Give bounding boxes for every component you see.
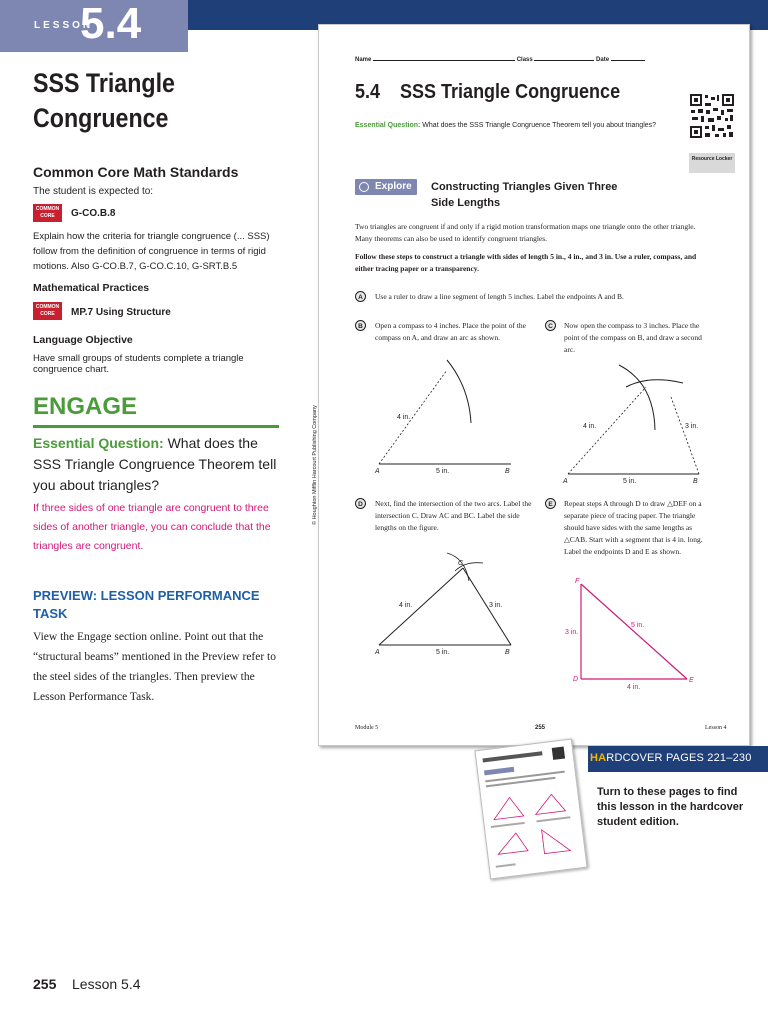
step-b-text: Open a compass to 4 inches. Place the point of the compass on A, and draw an arc as shown.: [375, 321, 527, 342]
label-three: 3 in.: [489, 602, 503, 609]
step-a-marker: A: [355, 291, 366, 302]
label-four: 4 in.: [399, 602, 413, 609]
label-a: A: [375, 468, 380, 475]
label-c: C: [458, 560, 464, 567]
resource-locker-button[interactable]: Resource Locker: [689, 153, 735, 173]
label-a: A: [375, 649, 380, 656]
expected-text: The student is expected to:: [33, 186, 154, 197]
hardcover-prefix: HA: [590, 752, 607, 764]
step-a-text: Use a ruler to draw a line segment of length 5 inches. Label the endpoints A and B.: [375, 292, 624, 301]
date-label: Date: [596, 57, 610, 63]
label-five: 5 in.: [631, 622, 645, 629]
standards-heading: Common Core Math Standards: [33, 164, 239, 180]
page-number: 255: [33, 976, 57, 992]
engage-heading: ENGAGE: [33, 393, 138, 420]
worksheet-lesson: Lesson 4: [705, 725, 727, 731]
label-three: 3 in.: [685, 423, 699, 430]
step-b-marker: B: [355, 320, 366, 331]
standard-description: Explain how the criteria for triangle congruence (... SSS) follow from the definition of congruence in terms of rigid motions. Also G-CO.B.7, G-CO.C.10, G-SRT.B.5: [33, 231, 270, 272]
label-four: 4 in.: [583, 423, 597, 430]
figure-step-c: [562, 365, 699, 485]
label-five: 5 in.: [623, 478, 637, 485]
preview-text: View the Engage section online. Point out that the “structural beams” mentioned in the Preview refer to the steel sides of the triangles. Then preview the Lesson Performance Task.: [33, 631, 277, 703]
explore-badge: Explore: [355, 179, 417, 195]
label-three: 3 in.: [565, 629, 579, 636]
step-d-marker: D: [355, 498, 366, 509]
practices-heading: Mathematical Practices: [33, 282, 150, 294]
hardcover-rest: RDCOVER PAGES 221–230: [606, 752, 752, 764]
explore-title: Constructing Triangles Given Three Side Lengths: [431, 181, 618, 209]
label-b: B: [505, 468, 510, 475]
hardcover-thumbnail: [474, 739, 587, 880]
class-label: Class: [516, 57, 533, 63]
common-core-badge: COMMON CORE: [33, 204, 62, 222]
lesson-number: 5.4: [80, 0, 142, 48]
practice-text: MP.7 Using Structure: [71, 307, 171, 318]
thumbnail-preview-image: [476, 740, 587, 879]
language-objective-heading: Language Objective: [33, 334, 133, 346]
label-e: E: [689, 677, 694, 684]
figure-step-d: [374, 553, 511, 656]
label-b: B: [693, 478, 698, 485]
worksheet-page-number: 255: [535, 725, 546, 731]
explore-intro: Two triangles are congruent if and only if a rigid motion transformation maps one triangle onto the other triangle. Many theorems can also be used to identify congruent triangles.: [355, 222, 696, 243]
label-d: D: [573, 676, 579, 683]
figure-step-e: [565, 578, 694, 691]
hardcover-pages-label: [590, 752, 752, 764]
label-a: A: [563, 478, 568, 485]
label-five: 5 in.: [436, 468, 450, 475]
essential-question: [33, 433, 283, 496]
hardcover-note: Turn to these pages to find this lesson in the hardcover student edition.: [597, 786, 744, 828]
standard-code: G-CO.B.8: [71, 208, 116, 219]
name-label: Name: [355, 57, 372, 63]
essential-question-text: What does the SSS Triangle Congruence Theorem tell you about triangles?: [33, 435, 277, 493]
construction-figures: [319, 25, 749, 745]
lesson-title: SSS Triangle Congruence: [33, 68, 175, 133]
worksheet-eq-label: Essential Question:: [355, 122, 421, 129]
figure-step-b: [374, 360, 511, 475]
preview-heading: PREVIEW: LESSON PERFORMANCE TASK: [33, 588, 260, 621]
step-d-text: Next, find the intersection of the two arcs. Label the intersection C. Draw AC and BC. Label the side lengths on the figure.: [375, 499, 532, 532]
common-core-badge: COMMON CORE: [33, 302, 62, 320]
worksheet-title: 5.4 SSS Triangle Congruence: [355, 81, 621, 103]
label-four: 4 in.: [397, 414, 411, 421]
step-c-marker: C: [545, 320, 556, 331]
step-e-marker: E: [545, 498, 556, 509]
explore-instructions: Follow these steps to construct a triangle with sides of length 5 in., 4 in., and 3 in. Use a ruler, compass, and either tracing paper or a transparency.: [355, 252, 697, 273]
label-b: B: [505, 649, 510, 656]
step-c-text: Now open the compass to 3 inches. Place the point of the compass on B, and draw a second arc.: [564, 321, 702, 354]
label-four: 4 in.: [627, 684, 641, 691]
label-f: F: [575, 578, 580, 585]
essential-question-label: Essential Question:: [33, 435, 164, 451]
essential-question-answer: If three sides of one triangle are congruent to three sides of another triangle, you can conclude that the triangles are congruent.: [33, 502, 271, 552]
label-five: 5 in.: [436, 649, 450, 656]
worksheet-eq-text: What does the SSS Triangle Congruence Theorem tell you about triangles?: [420, 122, 657, 129]
worksheet-page: [312, 24, 750, 746]
worksheet-module: Module 5: [355, 725, 379, 731]
page-lesson-label: Lesson 5.4: [72, 976, 141, 992]
publisher-credit: © Houghton Mifflin Harcourt Publishing Company: [312, 405, 318, 525]
step-e-text: Repeat steps A through D to draw △DEF on a separate piece of tracing paper. The triangle should have sides with the same lengths as △CAB. Start with a segment that is 4 in. long. Label the endpoints D and E as shown.: [564, 499, 703, 556]
language-objective-text: Have small groups of students complete a triangle congruence chart.: [33, 353, 244, 375]
engage-divider: [33, 425, 279, 428]
lesson-word: LESSON: [34, 20, 94, 31]
